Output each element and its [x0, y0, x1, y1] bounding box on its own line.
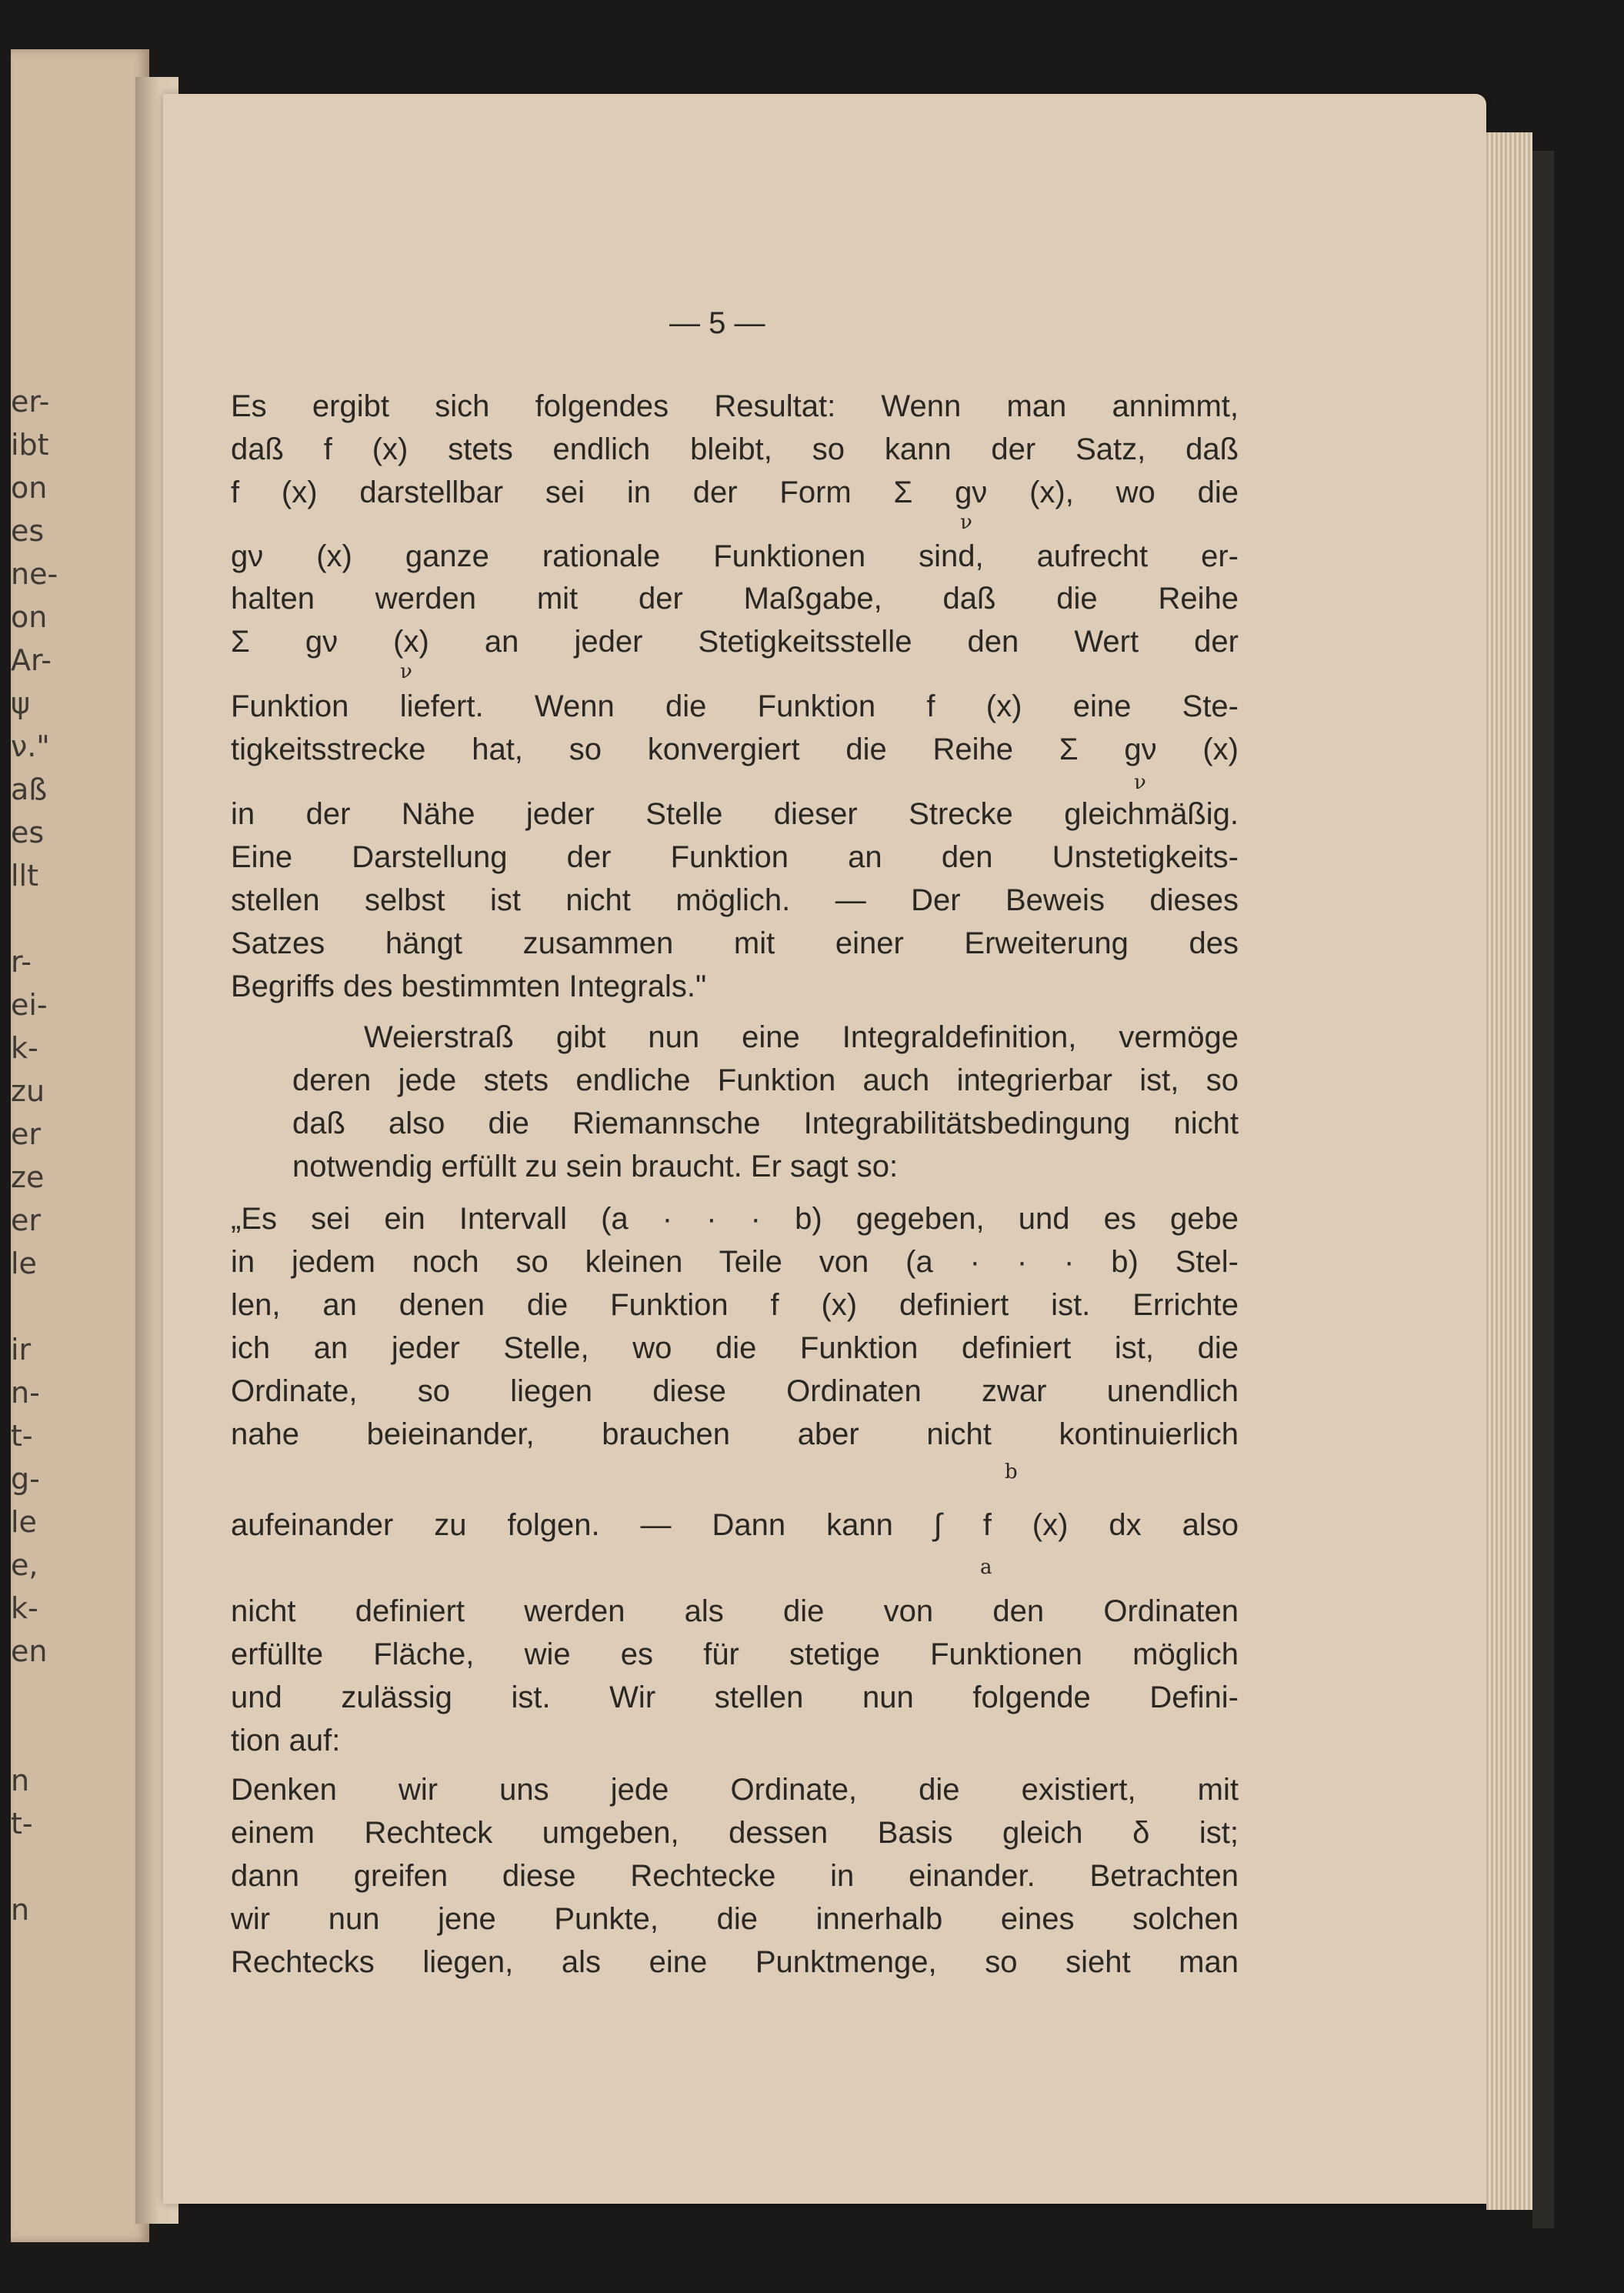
left-page	[11, 49, 149, 2242]
text-line: Funktion liefert. Wenn die Funktion f (x) eine Ste-	[231, 689, 1239, 723]
text-line: len, an denen die Funktion f (x) definiert ist. Errichte	[231, 1288, 1239, 1322]
text-line: f (x) darstellbar sei in der Form Σ gν (x), wo die	[231, 476, 1239, 509]
text-line: notwendig erfüllt zu sein braucht. Er sagt so:	[292, 1150, 899, 1183]
text-line: in der Nähe jeder Stelle dieser Strecke gleichmäßig.	[231, 797, 1239, 831]
text-line: Satzes hängt zusammen mit einer Erweiterung des	[231, 926, 1239, 960]
text-line: daß f (x) stets endlich bleibt, so kann der Satz, daß	[231, 432, 1239, 466]
text-line: Rechtecks liegen, als eine Punktmenge, so sieht man	[231, 1945, 1239, 1979]
left-page-text-fragments: er- ibt on es ne- on Ar- ψ ν." aß es llt r- ei- k- zu er ze er le ir n- t- g- le e, k- en n t- n	[11, 385, 58, 1927]
text-line: tion auf:	[231, 1724, 341, 1757]
text-line: Eine Darstellung der Funktion an den Unstetigkeits-	[231, 840, 1239, 874]
integral-upper-limit: b	[1005, 1460, 1018, 1484]
text-line: daß also die Riemannsche Integrabilitätsbedingung nicht	[292, 1106, 1239, 1140]
summation-index: ν	[960, 511, 972, 534]
book-cover-edge	[1532, 151, 1554, 2228]
text-line: Ordinate, so liegen diese Ordinaten zwar unendlich	[231, 1374, 1239, 1408]
summation-index: ν	[1134, 771, 1146, 794]
text-line: „Es sei ein Intervall (a · · · b) gegeben, und es gebe	[231, 1202, 1239, 1236]
text-line: aufeinander zu folgen. — Dann kann ∫ f (x) dx also	[231, 1508, 1239, 1542]
text-line: einem Rechteck umgeben, dessen Basis gleich δ ist;	[231, 1816, 1239, 1850]
text-line: gν (x) ganze rationale Funktionen sind, aufrecht er-	[231, 539, 1239, 573]
text-line: tigkeitsstrecke hat, so konvergiert die Reihe Σ gν (x)	[231, 733, 1239, 766]
page-number: — 5 —	[669, 306, 765, 340]
text-line: und zulässig ist. Wir stellen nun folgende Defini-	[231, 1681, 1239, 1714]
text-line: wir nun jene Punkte, die innerhalb eines solchen	[231, 1902, 1239, 1936]
text-line: Es ergibt sich folgendes Resultat: Wenn man annimmt,	[231, 389, 1239, 423]
text-line: dann greifen diese Rechtecke in einander. Betrachten	[231, 1859, 1239, 1893]
text-line: nicht definiert werden als die von den Ordinaten	[231, 1594, 1239, 1628]
text-line: erfüllte Fläche, wie es für stetige Funktionen möglich	[231, 1637, 1239, 1671]
text-line: ich an jeder Stelle, wo die Funktion definiert ist, die	[231, 1331, 1239, 1365]
text-line: nahe beieinander, brauchen aber nicht kontinuierlich	[231, 1417, 1239, 1451]
text-line: stellen selbst ist nicht möglich. — Der Beweis dieses	[231, 883, 1239, 917]
text-line: Denken wir uns jede Ordinate, die existiert, mit	[231, 1773, 1239, 1807]
text-line: halten werden mit der Maßgabe, daß die Reihe	[231, 582, 1239, 616]
text-line: Weierstraß gibt nun eine Integraldefinition, vermöge	[364, 1020, 1239, 1054]
text-line: Σ gν (x) an jeder Stetigkeitsstelle den Wert der	[231, 625, 1239, 659]
summation-index: ν	[400, 660, 412, 683]
text-line: in jedem noch so kleinen Teile von (a · · · b) Stel-	[231, 1245, 1239, 1279]
text-line: Begriffs des bestimmten Integrals."	[231, 970, 707, 1003]
page-edges	[1486, 132, 1532, 2210]
text-line: deren jede stets endliche Funktion auch integrierbar ist, so	[292, 1063, 1239, 1097]
integral-lower-limit: a	[980, 1556, 992, 1579]
